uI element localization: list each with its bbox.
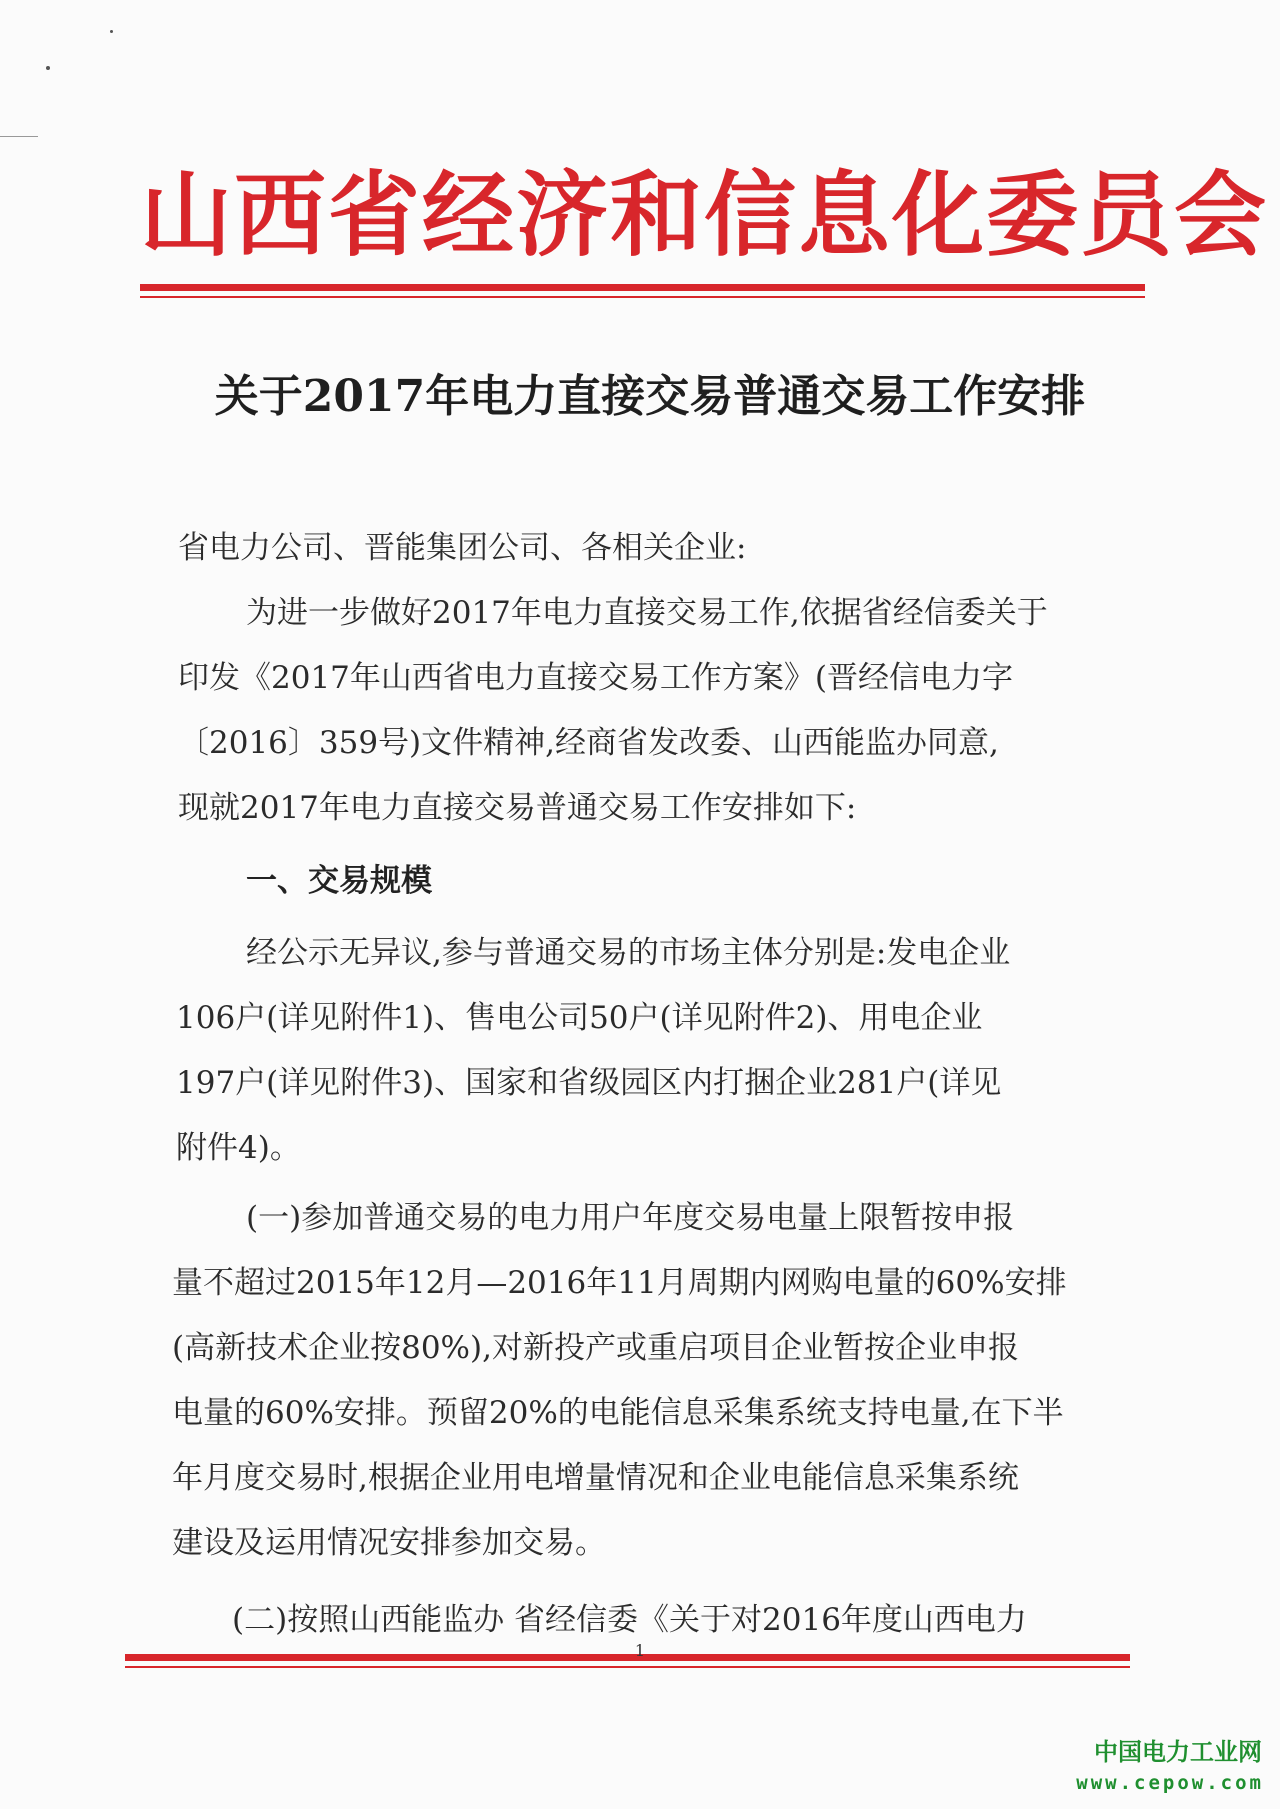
salutation: 省电力公司、晋能集团公司、各相关企业: <box>178 530 747 566</box>
watermark-url: www.cepow.com <box>1076 1772 1264 1794</box>
masthead-title: 山西省经济和信息化委员会 <box>140 161 1269 269</box>
page-number: 1 <box>634 1641 646 1660</box>
scan-speck <box>110 30 113 33</box>
masthead-rule-thin <box>140 296 1145 298</box>
item-line: 建设及运用情况安排参加交易。 <box>172 1525 606 1561</box>
section-line: 197户(详见附件3)、国家和省级园区内打捆企业281户(详见 <box>176 1065 1002 1101</box>
item-line: 电量的60%安排。预留20%的电能信息采集系统支持电量,在下半 <box>172 1395 1064 1431</box>
masthead-rule-thick <box>140 284 1145 291</box>
section-line: 经公示无异议,参与普通交易的市场主体分别是:发电企业 <box>246 935 1011 971</box>
section-heading: 一、交易规模 <box>246 863 432 899</box>
scan-edge-mark <box>0 136 38 137</box>
footer-rule-thick <box>125 1654 1130 1661</box>
item-line: (一)参加普通交易的电力用户年度交易电量上限暂按申报 <box>246 1200 1015 1236</box>
item-line: 年月度交易时,根据企业用电增量情况和企业电能信息采集系统 <box>172 1460 1019 1496</box>
section-line: 106户(详见附件1)、售电公司50户(详见附件2)、用电企业 <box>176 1000 983 1036</box>
item-line: (高新技术企业按80%),对新投产或重启项目企业暂按企业申报 <box>172 1330 1019 1366</box>
item-line: 量不超过2015年12月—2016年11月周期内网购电量的60%安排 <box>172 1265 1067 1301</box>
document-title: 关于2017年电力直接交易普通交易工作安排 <box>214 371 1086 422</box>
footer-rule-thin <box>125 1666 1130 1668</box>
item-line: (二)按照山西能监办 省经信委《关于对2016年度山西电力 <box>232 1602 1027 1638</box>
section-line: 附件4)。 <box>176 1130 301 1166</box>
scan-speck <box>46 66 50 70</box>
intro-line: 印发《2017年山西省电力直接交易工作方案》(晋经信电力字 <box>178 660 1013 696</box>
watermark-site-name: 中国电力工业网 <box>1094 1738 1262 1766</box>
intro-line: 〔2016〕359号)文件精神,经商省发改委、山西能监办同意, <box>178 725 999 761</box>
intro-line: 现就2017年电力直接交易普通交易工作安排如下: <box>178 790 857 826</box>
intro-line: 为进一步做好2017年电力直接交易工作,依据省经信委关于 <box>246 595 1048 631</box>
